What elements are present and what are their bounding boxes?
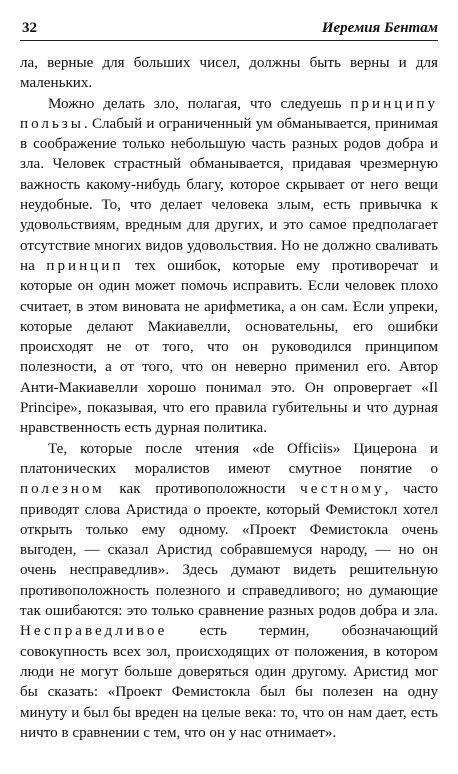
text-segment: тех ошибок, которые ему противоречат и которые он один может помочь исправить. Если человек плохо считает, в этом виновата не арифметика, а он сам. Если упреки, которые делают Макиавелли, основательны, его ошибки происходят не от того, что он руководился принципом полезности, а от того, что он неверно применил его. Автор Анти-Макиавелли хорошо понимал это. Он опровергает «Il Principe», показывая, что его правила губительны и что дурная нравственность есть дурная политика. [20, 257, 438, 437]
body-text [20, 53, 438, 743]
paragraph-1 [20, 53, 438, 94]
spaced-term: Несправедливое [20, 623, 168, 640]
text-segment: , часто приводят слова Аристида о проекте, который Фемистокл хотел открыть только ему одному. «Проект Фемистокла очень выгоден, — сказал Аристид собравшемуся народу, — но он очень несправедлив». Здесь думают видеть решительную противоположность полезного и справедливого; но думающие так ошибаются: это только сравнение разных родов добра и зла. [20, 481, 438, 620]
text-segment: есть термин, обозначающий совокупность всех зол, происходящих от положения, в котором люди не могут больше доверяться один другому. Аристид мог бы сказать: «Проект Фемистокла был бы полезен на одну минуту и был бы вреден на целые века: то, что он нам дает, есть ничто в сравнении с тем, что он у нас отнимает». [20, 623, 438, 741]
page-header [20, 18, 438, 41]
spaced-term: полезном [20, 481, 105, 498]
text-segment: как противоположности [104, 481, 301, 498]
running-title: Иеремия Бентам [321, 20, 438, 36]
paragraph-3 [20, 439, 438, 743]
spaced-term: принципу пользы [20, 95, 438, 132]
text-segment: ла, верные для больших чисел, должны быть верны и для маленьких. [20, 55, 438, 92]
paragraph-2 [20, 94, 438, 439]
text-segment: . Слабый и ограниченный ум обманывается, принимая в соображение только небольшую часть разных родов добра и зла. Человек страстный обманывается, придавая чрезмерную важность какому-нибудь благу, которое скрывает от него вещи неудобные. То, что делает человека злым, есть привычка к удовольствиям, вредным для других, и это самое предполагает отсутствие многих видов удовольствия. Но не должно сваливать на [20, 115, 438, 274]
spaced-term: принцип [46, 257, 124, 274]
page-number: 32 [22, 20, 37, 36]
spaced-term: честному [300, 481, 385, 498]
text-segment: Те, которые после чтения «de Officiis» Цицерона и платонических моралистов имеют смутное понятие о [20, 440, 438, 477]
text-segment: Можно делать зло, полагая, что следуешь [48, 95, 351, 112]
book-page [20, 18, 438, 743]
